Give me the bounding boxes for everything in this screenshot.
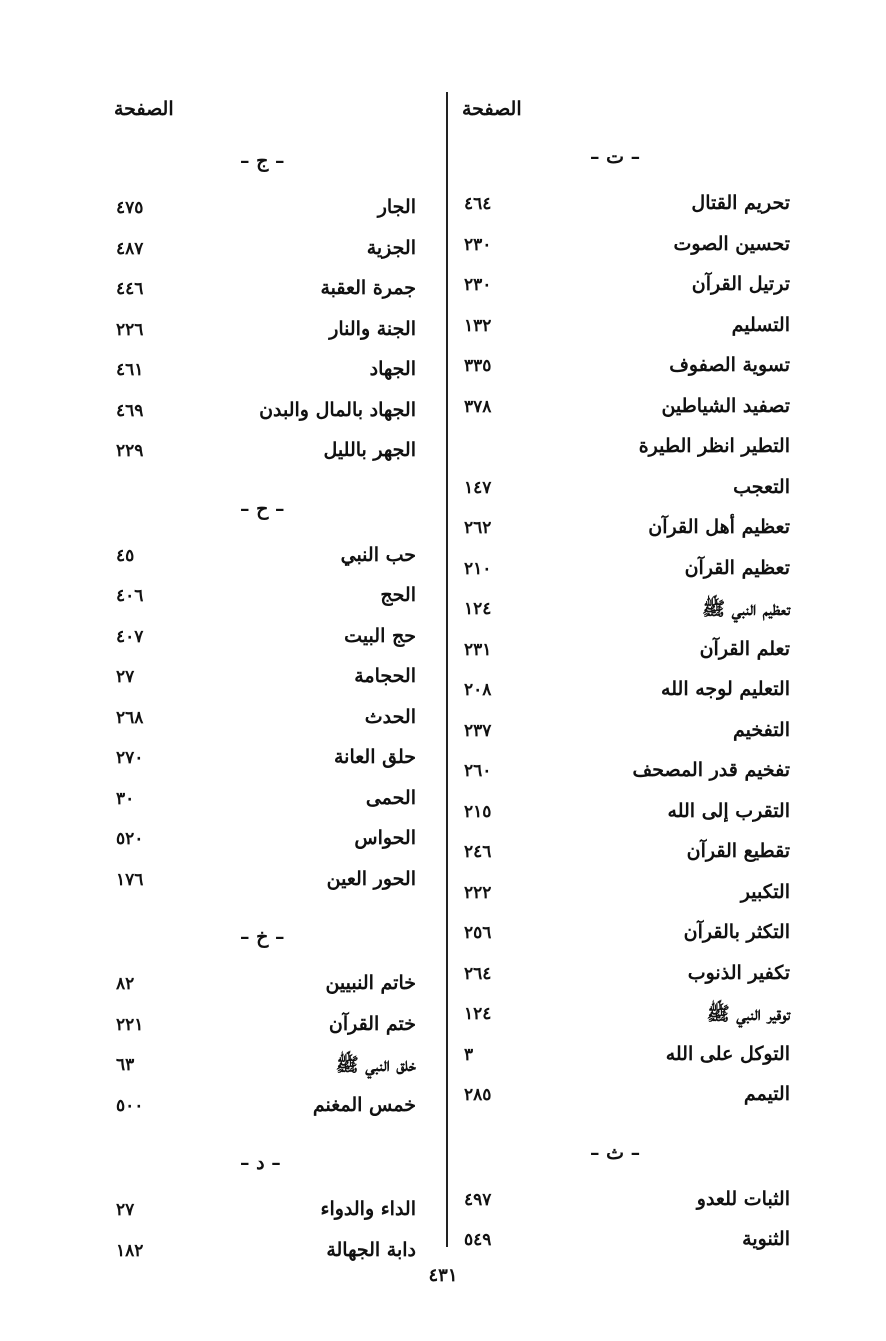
index-entry bbox=[112, 706, 416, 740]
index-entry bbox=[112, 439, 416, 473]
entry-page: ٢٣٧ bbox=[464, 720, 492, 741]
entry-term: الحدث bbox=[364, 705, 416, 728]
entry-term: توقير النبي ﷺ bbox=[706, 1003, 790, 1025]
entry-term: التكثر بالقرآن bbox=[683, 921, 790, 943]
entry-page: ٢٧٠ bbox=[116, 748, 144, 768]
section-letter: – خ – bbox=[240, 926, 285, 948]
entry-term: التوكل على الله bbox=[665, 1042, 790, 1065]
entry-page: ٤٩٧ bbox=[464, 1189, 492, 1210]
index-entry bbox=[460, 921, 790, 955]
entry-page: ٥٠٠ bbox=[116, 1095, 144, 1116]
section-letter: – ث – bbox=[590, 1141, 641, 1164]
entry-term: خاتم النبيين bbox=[325, 972, 416, 994]
index-entry bbox=[460, 314, 790, 348]
entry-term: تكفير الذنوب bbox=[687, 961, 790, 984]
index-entry bbox=[112, 399, 416, 433]
index-entry bbox=[460, 759, 790, 793]
entry-term: التعجب bbox=[733, 475, 790, 498]
entry-term: التقرب إلى الله bbox=[667, 799, 790, 822]
index-entry bbox=[460, 273, 790, 307]
page-number: ٤٣١ bbox=[428, 1265, 458, 1286]
entry-page: ١٣٢ bbox=[464, 315, 492, 336]
index-entry bbox=[112, 544, 416, 578]
entry-page: ٢١٥ bbox=[464, 801, 492, 822]
index-entry bbox=[460, 395, 790, 429]
entry-term: الحواس bbox=[354, 827, 416, 849]
entry-page: ٢٢١ bbox=[116, 1014, 144, 1035]
entry-term: تعظيم النبي ﷺ bbox=[702, 598, 790, 620]
entry-page: ٤٨٧ bbox=[116, 238, 144, 259]
index-entry bbox=[112, 358, 416, 392]
column-divider bbox=[446, 92, 448, 1247]
section-letter: – ت – bbox=[590, 146, 641, 168]
entry-term: الثبات للعدو bbox=[696, 1187, 790, 1210]
left-column-header: الصفحة bbox=[114, 98, 174, 120]
entry-term: حج البيت bbox=[344, 624, 416, 647]
index-entry bbox=[112, 868, 416, 902]
index-entry bbox=[460, 678, 790, 712]
index-entry bbox=[112, 972, 416, 1006]
entry-term: التفخيم bbox=[732, 718, 790, 741]
index-entry bbox=[460, 962, 790, 996]
section-letter: – ج – bbox=[240, 150, 285, 172]
index-entry bbox=[460, 435, 790, 469]
entry-page: ٤٠٧ bbox=[116, 626, 144, 647]
entry-term: تعلم القرآن bbox=[699, 637, 790, 660]
entry-page: ٢٥٦ bbox=[464, 923, 492, 943]
entry-term: دابة الجهالة bbox=[326, 1238, 416, 1261]
index-entry bbox=[112, 625, 416, 659]
entry-page: ٢٤٦ bbox=[464, 842, 492, 862]
entry-term: تحسين الصوت bbox=[673, 232, 790, 255]
index-entry bbox=[112, 1094, 416, 1128]
index-entry bbox=[460, 354, 790, 388]
index-entry bbox=[460, 881, 790, 915]
entry-term: تعظيم القرآن bbox=[684, 556, 790, 579]
entry-page: ٤٦١ bbox=[116, 360, 144, 380]
entry-term: تسوية الصفوف bbox=[669, 354, 790, 376]
index-entry bbox=[460, 840, 790, 874]
entry-page: ٢٣٠ bbox=[464, 234, 492, 255]
index-entry bbox=[112, 1013, 416, 1047]
index-entry bbox=[460, 233, 790, 267]
index-entry bbox=[460, 1043, 790, 1077]
entry-page: ٢٦٤ bbox=[464, 963, 492, 984]
index-entry bbox=[460, 1083, 790, 1117]
entry-page: ٢١٠ bbox=[464, 558, 492, 579]
entry-page: ٣٣٥ bbox=[464, 356, 492, 376]
index-entry bbox=[460, 719, 790, 753]
entry-page: ٢٨٥ bbox=[464, 1085, 492, 1105]
entry-page: ٥٤٩ bbox=[464, 1230, 492, 1250]
entry-page: ٤٦٤ bbox=[464, 194, 492, 214]
index-entry bbox=[460, 516, 790, 550]
index-entry bbox=[112, 827, 416, 861]
entry-page: ٥٢٠ bbox=[116, 829, 144, 849]
entry-term: الجهاد بالمال والبدن bbox=[259, 398, 416, 421]
entry-page: ٢٣٠ bbox=[464, 275, 492, 295]
entry-page: ١٢٤ bbox=[464, 1004, 492, 1024]
entry-term: حب النبي bbox=[340, 543, 416, 566]
entry-page: ٤٤٦ bbox=[116, 279, 144, 299]
entry-term: الحور العين bbox=[326, 867, 416, 890]
entry-page: ٢٦٢ bbox=[464, 518, 492, 538]
entry-term: التكبير bbox=[740, 880, 790, 903]
entry-page: ٤٥ bbox=[116, 545, 135, 566]
entry-page: ٢٢٢ bbox=[464, 882, 492, 903]
index-entry bbox=[460, 1188, 790, 1222]
entry-term: تعظيم أهل القرآن bbox=[648, 516, 790, 538]
entry-term: تفخيم قدر المصحف bbox=[632, 759, 790, 781]
entry-page: ٤٧٥ bbox=[116, 198, 144, 218]
index-entry bbox=[460, 638, 790, 672]
index-entry bbox=[460, 597, 790, 631]
index-entry bbox=[112, 277, 416, 311]
entry-page: ٢٧ bbox=[116, 1200, 135, 1220]
index-entry bbox=[112, 584, 416, 618]
index-entry bbox=[460, 1228, 790, 1262]
entry-term: التيمم bbox=[743, 1083, 790, 1105]
entry-term: ختم القرآن bbox=[328, 1012, 416, 1035]
entry-page: ٤٦٩ bbox=[116, 400, 144, 421]
entry-page: ١٢٤ bbox=[464, 599, 492, 619]
entry-page: ٣ bbox=[464, 1044, 474, 1065]
entry-page: ٢٣١ bbox=[464, 639, 492, 660]
index-entry bbox=[112, 665, 416, 699]
entry-term: تقطيع القرآن bbox=[686, 840, 790, 862]
entry-term: الجنة والنار bbox=[329, 317, 416, 340]
entry-page: ٤٠٦ bbox=[116, 586, 144, 606]
entry-page: ٨٢ bbox=[116, 974, 135, 994]
index-entry bbox=[112, 787, 416, 821]
entry-page: ١٧٦ bbox=[116, 869, 144, 890]
entry-term: خمس المغنم bbox=[312, 1093, 416, 1116]
section-letter: – ح – bbox=[240, 497, 285, 520]
entry-term: الحجامة bbox=[354, 665, 416, 687]
index-entry bbox=[112, 196, 416, 230]
entry-page: ١٨٢ bbox=[116, 1240, 144, 1261]
entry-term: الثنوية bbox=[742, 1228, 790, 1250]
entry-term: التسليم bbox=[731, 313, 790, 336]
entry-term: جمرة العقبة bbox=[320, 277, 416, 299]
entry-page: ١٤٧ bbox=[464, 477, 492, 498]
entry-term: الجهر بالليل bbox=[323, 439, 416, 461]
entry-page: ٢٧ bbox=[116, 667, 135, 687]
entry-term: الجزية bbox=[366, 236, 416, 259]
entry-term: الحمى bbox=[365, 786, 416, 809]
entry-term: خلق النبي ﷺ bbox=[335, 1054, 416, 1076]
index-entry bbox=[112, 746, 416, 780]
entry-page: ٢٠٨ bbox=[464, 680, 492, 700]
section-letter: – د – bbox=[240, 1152, 281, 1174]
right-column-header: الصفحة bbox=[462, 98, 522, 120]
entry-page: ٦٣ bbox=[116, 1055, 135, 1075]
index-entry bbox=[112, 1053, 416, 1087]
entry-page: ٢٢٦ bbox=[116, 319, 144, 340]
entry-page: ٣٧٨ bbox=[464, 396, 492, 417]
entry-page: ٣٠ bbox=[116, 788, 135, 809]
entry-term: الجهاد bbox=[369, 358, 416, 380]
entry-term: الحج bbox=[380, 584, 416, 606]
index-entry bbox=[460, 557, 790, 591]
entry-term: تصفيد الشياطين bbox=[661, 394, 790, 417]
index-entry bbox=[460, 800, 790, 834]
index-entry bbox=[460, 192, 790, 226]
entry-page: ٢٦٠ bbox=[464, 761, 492, 781]
entry-term: تحريم القتال bbox=[691, 192, 790, 214]
entry-term: التطير انظر الطيرة bbox=[638, 435, 790, 457]
entry-term: التعليم لوجه الله bbox=[661, 678, 790, 700]
index-entry bbox=[112, 318, 416, 352]
index-entry bbox=[112, 237, 416, 271]
entry-page: ٢٦٨ bbox=[116, 707, 144, 728]
entry-term: ترتيل القرآن bbox=[691, 273, 790, 295]
entry-page: ٢٢٩ bbox=[116, 441, 144, 461]
entry-term: الداء والدواء bbox=[320, 1198, 416, 1220]
index-entry bbox=[460, 476, 790, 510]
entry-term: الجار bbox=[377, 196, 416, 218]
index-entry bbox=[112, 1198, 416, 1232]
entry-term: حلق العانة bbox=[334, 746, 416, 768]
index-entry bbox=[460, 1002, 790, 1036]
